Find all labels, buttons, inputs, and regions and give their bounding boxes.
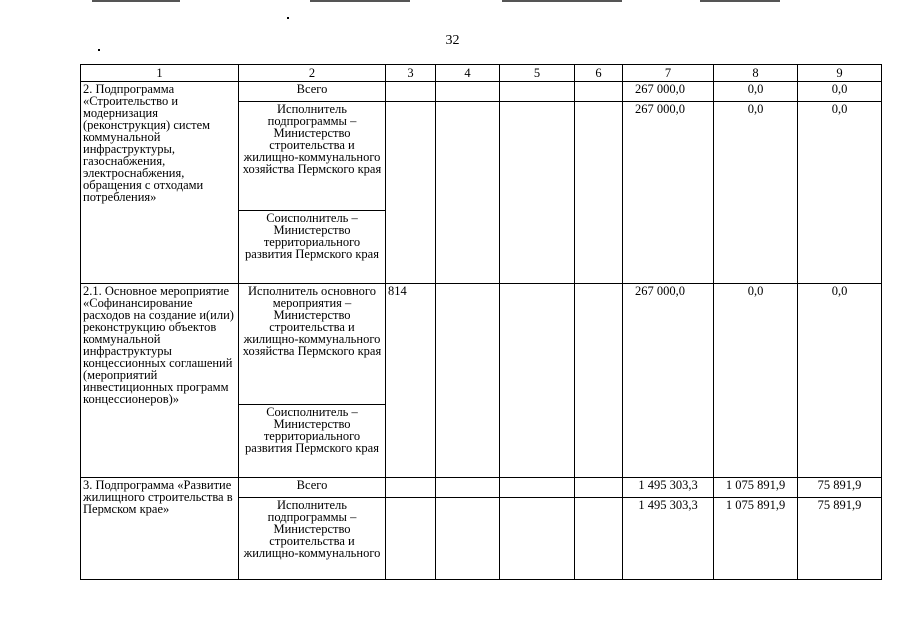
value-cell: 0,0: [798, 102, 882, 284]
scan-edge-line: [502, 0, 622, 2]
column-header: 6: [575, 65, 623, 82]
column-header: 2: [239, 65, 386, 82]
row-label-cell: Соисполнитель – Министерство территориального развития Пермского края: [239, 405, 386, 478]
value-cell: 1 075 891,9: [714, 478, 798, 498]
page-number: 32: [445, 33, 460, 48]
column-header: 5: [500, 65, 575, 82]
scan-edge-line: [700, 0, 780, 2]
empty-cell: [575, 478, 623, 498]
header-row: [81, 65, 882, 82]
column-header: 4: [436, 65, 500, 82]
scan-speck: [287, 17, 289, 19]
value-cell: 75 891,9: [798, 478, 882, 498]
empty-cell: [500, 82, 575, 102]
column-header: 9: [798, 65, 882, 82]
empty-cell: [436, 82, 500, 102]
code-cell: [386, 82, 436, 102]
empty-cell: [575, 284, 623, 478]
code-cell: 814: [386, 284, 436, 478]
value-cell: 267 000,0: [623, 102, 714, 284]
value-cell: 1 495 303,3: [623, 498, 714, 580]
scan-edge-line: [310, 0, 410, 2]
empty-cell: [436, 284, 500, 478]
empty-cell: [575, 102, 623, 284]
row-label-cell: Всего: [239, 82, 386, 102]
row-label-cell: Исполнитель подпрограммы – Министерство строительства и жилищно-коммунального: [239, 498, 386, 580]
value-cell: 0,0: [714, 82, 798, 102]
empty-cell: [386, 498, 436, 580]
value-cell: 267 000,0: [623, 284, 714, 478]
program-name-cell: 2. Подпрограмма «Строительство и модернизация (реконструкция) систем коммунальной инфраструктуры, газоснабжения, электроснабжения, обращения с отходами потребления»: [81, 82, 239, 284]
table-row: [81, 284, 882, 405]
empty-cell: [436, 102, 500, 284]
value-cell: 0,0: [798, 82, 882, 102]
empty-cell: [436, 478, 500, 498]
table-row: [81, 82, 882, 102]
empty-cell: [575, 498, 623, 580]
row-label-cell: Всего: [239, 478, 386, 498]
empty-cell: [500, 284, 575, 478]
empty-cell: [386, 102, 436, 284]
empty-cell: [386, 478, 436, 498]
value-cell: 1 495 303,3: [623, 478, 714, 498]
empty-cell: [500, 102, 575, 284]
value-cell: 0,0: [714, 284, 798, 478]
empty-cell: [500, 498, 575, 580]
budget-table: [80, 64, 882, 580]
empty-cell: [436, 498, 500, 580]
column-header: 7: [623, 65, 714, 82]
value-cell: 1 075 891,9: [714, 498, 798, 580]
value-cell: 267 000,0: [623, 82, 714, 102]
column-header: 3: [386, 65, 436, 82]
row-label-cell: Соисполнитель – Министерство территориального развития Пермского края: [239, 211, 386, 284]
row-label-cell: Исполнитель основного мероприятия – Министерство строительства и жилищно-коммунального хозяйства Пермского края: [239, 284, 386, 405]
activity-name-cell: 2.1. Основное мероприятие «Софинансирование расходов на создание и(или) реконструкцию объектов коммунальной инфраструктуры концессионных соглашений (мероприятий инвестиционных программ концессионеров)»: [81, 284, 239, 478]
value-cell: 0,0: [798, 284, 882, 478]
empty-cell: [500, 478, 575, 498]
value-cell: 0,0: [714, 102, 798, 284]
empty-cell: [575, 82, 623, 102]
value-cell: 75 891,9: [798, 498, 882, 580]
column-header: 1: [81, 65, 239, 82]
table-row: [81, 478, 882, 498]
column-header: 8: [714, 65, 798, 82]
program-name-cell: 3. Подпрограмма «Развитие жилищного строительства в Пермском крае»: [81, 478, 239, 580]
row-label-cell: Исполнитель подпрограммы – Министерство строительства и жилищно-коммунального хозяйства Пермского края: [239, 102, 386, 211]
scan-speck: [98, 49, 100, 51]
scan-edge-line: [92, 0, 180, 2]
